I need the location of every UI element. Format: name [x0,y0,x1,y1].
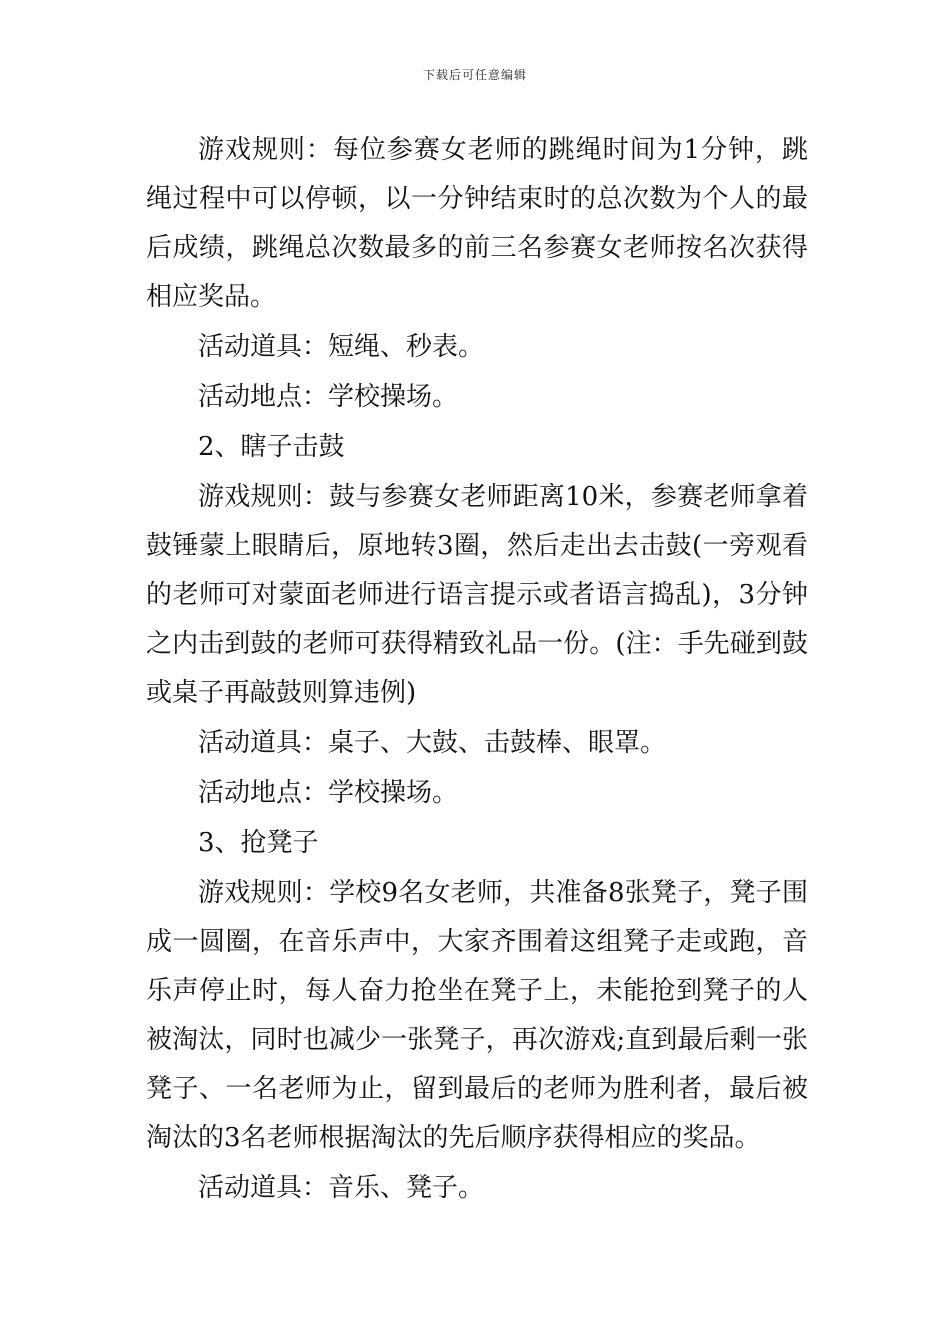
paragraph-rope-skipping-location: 活动地点：学校操场。 [198,382,459,412]
paragraph-rope-skipping-rules: 游戏规则：每位参赛女老师的跳绳时间为1分钟，跳绳过程中可以停顿，以一分钟结束时的总次数为个人的最后成绩，跳绳总次数最多的前三名参赛女老师按名次获得相应奖品。 [146,135,808,312]
paragraph-blind-drum-location: 活动地点：学校操场。 [198,778,459,808]
section-heading-musical-chairs: 3、抢凳子 [198,828,319,858]
paragraph-blind-drum-rules: 游戏规则：鼓与参赛女老师距离10米，参赛老师拿着鼓锤蒙上眼睛后，原地转3圈，然后走出去击鼓(一旁观看的老师可对蒙面老师进行语言提示或者语言捣乱)，3分钟之内击到鼓的老师可获得精致礼品一份。(注：手先碰到鼓或桌子再敲鼓则算违例) [146,482,808,708]
paragraph-blind-drum-props: 活动道具：桌子、大鼓、击鼓棒、眼罩。 [198,728,667,758]
document-body [146,126,808,1214]
page-header: 下载后可任意编辑 [422,68,527,82]
paragraph-musical-chairs-rules: 游戏规则：学校9名女老师，共准备8张凳子，凳子围成一圆圈，在音乐声中，大家齐围着这组凳子走或跑，音乐声停止时，每人奋力抢坐在凳子上，未能抢到凳子的人被淘汰，同时也减少一张凳子，再次游戏;直到最后剩一张凳子、一名老师为止，留到最后的老师为胜利者，最后被淘汰的3名老师根据淘汰的先后顺序获得相应的奖品。 [146,878,808,1153]
paragraph-rope-skipping-props: 活动道具：短绳、秒表。 [198,332,485,362]
paragraph-musical-chairs-props: 活动道具：音乐、凳子。 [198,1173,485,1203]
section-heading-blind-drum: 2、瞎子击鼓 [198,432,345,462]
